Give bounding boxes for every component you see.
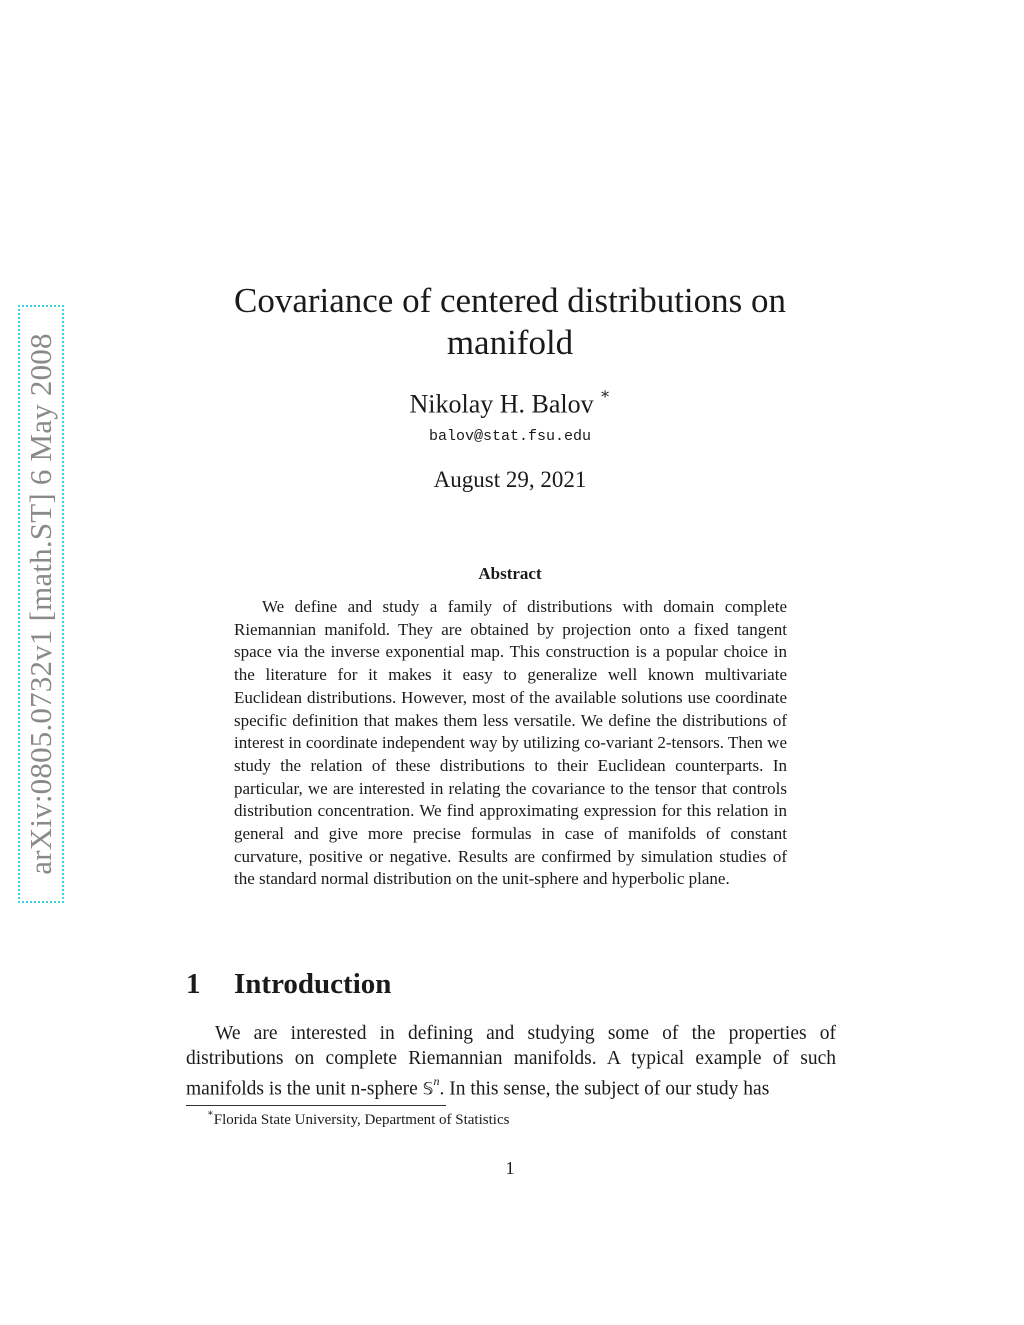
introduction-paragraph: [186, 1022, 836, 1102]
paper-date: August 29, 2021: [433, 467, 587, 492]
footnote: [207, 1110, 509, 1129]
title-line-2: manifold: [446, 323, 574, 362]
intro-text-part-2: . In this sense, the subject of our study has: [439, 1078, 770, 1100]
paper-title: [180, 280, 840, 364]
abstract-heading: Abstract: [478, 564, 542, 583]
arxiv-identifier: arXiv:0805.0732v1 [math.ST] 6 May 2008: [23, 333, 58, 875]
abstract-body: We define and study a family of distributions with domain complete Riemannian manifold. They are obtained by projection onto a fixed tangent space via the inverse exponential map. This construction is a popular choice in the literature for it makes it easy to generalize well known multivariate Euclidean distributions. However, most of the available solutions use coordinate specific definition that makes them less versatile. We define the distributions of interest in coordinate independent way by utilizing co-variant 2-tensors. Then we study the relation of these distributions to their Euclidean counterparts. In particular, we are interested in relating the covariance to the tensor that controls distribution concentration. We find approximating expression for this relation in general and give more precise formulas in case of manifolds of constant curvature, positive or negative. Results are confirmed by simulation studies of the standard normal distribution on the unit-sphere and hyperbolic plane.: [234, 597, 787, 889]
sphere-dimension: n: [433, 1074, 440, 1088]
footnote-mark: ∗: [207, 1108, 214, 1119]
section-number: 1: [186, 968, 201, 1000]
intro-text-part-1: We are interested in defining and studying some of the properties of distributions on complete Riemannian manifolds. A typical example of such manifolds is the unit n-sphere: [186, 1023, 836, 1100]
author-text: Nikolay H. Balov: [409, 389, 594, 419]
page-number: 1: [505, 1158, 515, 1178]
footnote-text: Florida State University, Department of Statistics: [213, 1112, 510, 1128]
author-email: balov@stat.fsu.edu: [428, 428, 592, 445]
title-line-1: Covariance of centered distributions on: [233, 281, 787, 320]
author-name: [180, 388, 840, 420]
arxiv-stamp: [18, 305, 64, 903]
section-title: Introduction: [234, 968, 392, 1000]
section-heading: [186, 968, 391, 1001]
author-footnote-mark: ∗: [599, 386, 611, 403]
footnote-divider: [186, 1105, 446, 1106]
sphere-symbol: 𝕊: [422, 1079, 434, 1100]
